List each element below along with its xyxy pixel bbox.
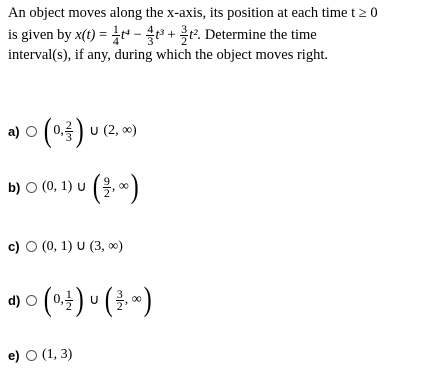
option-d-upper: , ∞ (124, 292, 142, 307)
option-a-letter: a) (8, 123, 20, 139)
paren-open: ( (105, 281, 114, 318)
minus-sign: − (129, 26, 146, 43)
union-symbol: ∪ (89, 123, 100, 139)
option-c-radio[interactable] (26, 241, 37, 252)
term1-variable: t⁴ (120, 26, 130, 43)
plus-sign: + (163, 26, 180, 43)
term2-variable: t³ (155, 26, 164, 43)
option-d-lower: 0, (53, 292, 64, 307)
option-d-fraction-1 (65, 286, 73, 313)
paren-close: ) (130, 168, 139, 205)
option-b[interactable] (8, 168, 140, 205)
option-d-letter: d) (8, 292, 21, 308)
option-b-letter: b) (8, 179, 21, 195)
term1-denominator: 4 (112, 34, 119, 48)
question-line-3: interval(s), if any, during which the object moves right. (8, 47, 328, 63)
term3-numerator: 3 (181, 22, 188, 36)
option-d-numerator-1: 1 (65, 286, 72, 301)
option-c[interactable] (8, 238, 123, 255)
option-b-fraction (103, 173, 111, 200)
option-d-fraction-2 (116, 286, 124, 313)
question-line-1: An object moves along the x-axis, its position at each time t ≥ 0 (8, 5, 378, 21)
option-e-text: (1, 3) (42, 347, 73, 362)
option-d-radio[interactable] (26, 295, 37, 306)
paren-close: ) (75, 112, 84, 149)
fraction-term1 (112, 24, 120, 47)
option-d-numerator-2: 3 (116, 286, 123, 301)
question-line-2 (8, 22, 428, 48)
paren-close: ) (143, 281, 152, 318)
line2-prefix: is given by (8, 26, 76, 43)
line2-suffix: Determine the time (201, 26, 317, 43)
option-a-lower: 0, (53, 123, 64, 138)
option-c-letter: c) (8, 239, 20, 254)
option-d-denominator-1: 2 (65, 298, 72, 313)
fraction-term2 (146, 24, 154, 47)
fraction-term3 (180, 24, 188, 47)
option-e[interactable] (8, 347, 72, 363)
option-a-second-interval: (2, ∞) (103, 123, 137, 138)
option-e-letter: e) (8, 347, 20, 363)
option-a[interactable] (8, 112, 137, 149)
union-symbol: ∪ (89, 292, 100, 308)
option-a-fraction (65, 117, 73, 144)
option-b-numerator: 9 (103, 173, 110, 188)
term1-numerator: 1 (112, 22, 119, 36)
paren-open: ( (92, 168, 101, 205)
option-d-denominator-2: 2 (116, 298, 123, 313)
question-text (8, 3, 428, 66)
option-a-numerator: 2 (65, 117, 72, 132)
option-b-radio[interactable] (26, 182, 37, 193)
paren-open: ( (43, 112, 52, 149)
function-name: x(t) (75, 26, 96, 43)
option-b-denominator: 2 (103, 185, 110, 200)
option-e-radio[interactable] (26, 350, 37, 361)
option-d[interactable] (8, 281, 153, 318)
paren-close: ) (75, 281, 84, 318)
term2-denominator: 3 (147, 34, 154, 48)
term3-variable: t². (189, 26, 202, 43)
equals: = (95, 26, 111, 43)
option-c-text: (0, 1) ∪ (3, ∞) (42, 239, 123, 254)
option-a-radio[interactable] (26, 126, 37, 137)
option-b-first-interval: (0, 1) (42, 179, 73, 194)
option-b-upper: , ∞ (111, 179, 129, 194)
union-symbol: ∪ (76, 179, 87, 195)
option-a-denominator: 3 (65, 129, 72, 144)
term2-numerator: 4 (147, 22, 154, 36)
paren-open: ( (43, 281, 52, 318)
term3-denominator: 2 (181, 34, 188, 48)
